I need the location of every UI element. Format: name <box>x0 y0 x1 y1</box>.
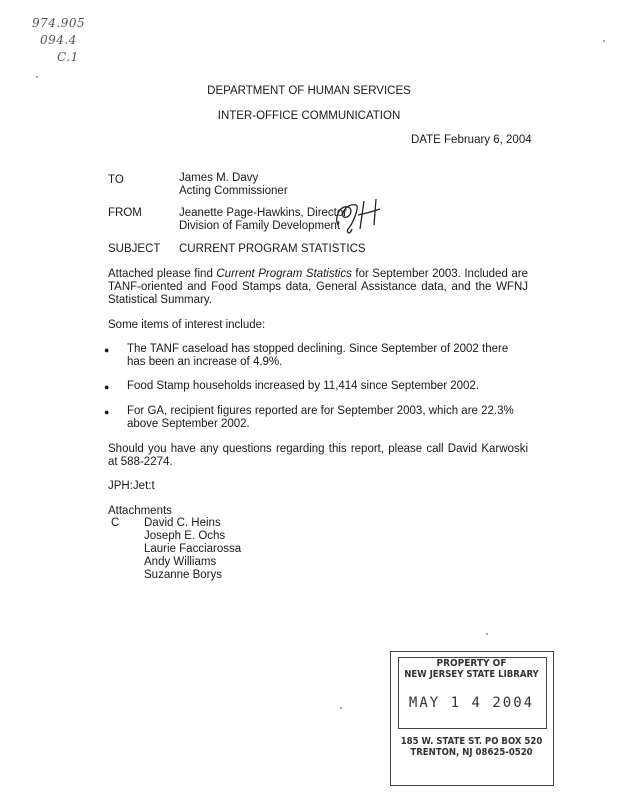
stamp-address-line-1: 185 W. STATE ST. PO BOX 520 <box>400 736 543 747</box>
from-division: Division of Family Development <box>179 220 341 232</box>
from-label: FROM <box>108 207 142 219</box>
bullet-item-1: The TANF caseload has stopped declining. Since September of 2002 there has been an increase of 4.9%. <box>127 343 509 368</box>
department-heading: DEPARTMENT OF HUMAN SERVICES <box>207 85 411 97</box>
closing-paragraph: Should you have any questions regarding this report, please call David Karwoski at 588-2274. <box>108 443 528 468</box>
items-intro: Some items of interest include: <box>108 319 266 331</box>
cc-recipient: Suzanne Borys <box>144 569 222 581</box>
cc-list <box>144 517 241 582</box>
para1-pre: Attached please find <box>108 268 217 280</box>
bullet-item-3: For GA, recipient figures reported are for September 2003, which are 22.3% above September 2002. <box>127 405 514 430</box>
handwritten-initials-signature <box>330 195 390 237</box>
stamp-received-date: MAY 1 4 2004 <box>408 695 535 711</box>
cc-recipient: Laurie Facciarossa <box>144 543 242 555</box>
bullet-1-icon: ● <box>104 345 110 355</box>
attachments-label: Attachments <box>108 505 172 517</box>
to-title: Acting Commissioner <box>179 185 288 197</box>
cc-recipient: Andy Williams <box>144 556 217 568</box>
date-value: February 6, 2004 <box>444 134 532 146</box>
bullet-2-icon: ● <box>104 382 110 392</box>
scan-speck <box>603 40 605 42</box>
bullet-item-2: Food Stamp households increased by 11,414 since September 2002. <box>127 380 480 392</box>
cc-label: C <box>111 517 120 529</box>
date-label: DATE <box>411 134 441 146</box>
subject-label: SUBJECT <box>108 243 161 255</box>
scan-speck <box>486 633 488 635</box>
to-name: James M. Davy <box>179 172 259 184</box>
subject-value: CURRENT PROGRAM STATISTICS <box>179 243 366 255</box>
date-line <box>411 134 532 146</box>
to-label: TO <box>108 174 124 186</box>
from-name: Jeanette Page-Hawkins, Director <box>179 207 348 219</box>
bullet-3-icon: ● <box>104 407 110 417</box>
scan-speck <box>340 707 342 709</box>
handwritten-callnumber-line-1: 974.905 <box>32 16 86 30</box>
reference-initials: JPH:Jet:t <box>108 480 155 492</box>
cc-recipient: David C. Heins <box>144 517 221 529</box>
intro-paragraph <box>108 268 528 307</box>
cc-recipient: Joseph E. Ochs <box>144 530 226 542</box>
scan-speck <box>36 76 38 78</box>
stamp-property-line: PROPERTY OF <box>436 658 507 669</box>
para1-post: for September 2003. Included are TANF-oriented and Food Stamps data, General Assistance data, and the WFNJ Statistical Summary. <box>108 268 528 306</box>
handwritten-callnumber-line-2: 094.4 <box>40 33 77 47</box>
report-title: Current Program Statistics <box>216 268 352 280</box>
memo-type-heading: INTER-OFFICE COMMUNICATION <box>217 110 401 122</box>
stamp-address-line-2: TRENTON, NJ 08625-0520 <box>410 747 533 758</box>
stamp-library-name: NEW JERSEY STATE LIBRARY <box>404 669 539 680</box>
handwritten-callnumber-line-3: C.1 <box>57 50 79 64</box>
